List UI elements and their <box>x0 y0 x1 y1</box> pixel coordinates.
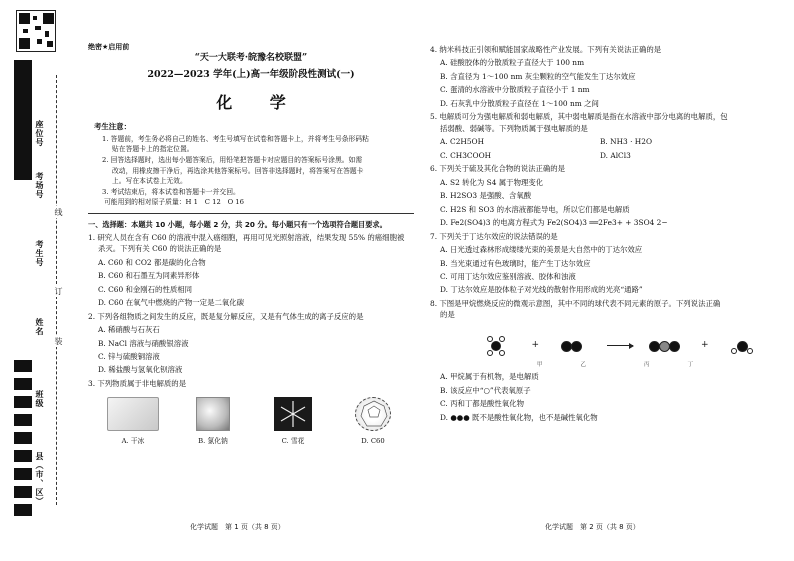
section-heading: 一、选择题：本题共 10 小题，每小题 2 分，共 20 分。每小题只有一个选项符合题目要求。 <box>88 219 387 229</box>
option-d: D. 石灰乳中分散质粒子直径在 1～100 nm 之间 <box>440 98 599 108</box>
question-stem: 5. 电解质可分为强电解质和弱电解质，其中弱电解质是指在水溶液中部分电离的电解质，包 <box>430 112 728 122</box>
question-3 <box>88 378 414 447</box>
reaction-diagram <box>470 331 770 361</box>
option-b: B. C60 和石墨互为同素异形体 <box>98 271 200 281</box>
qr-code <box>16 10 56 52</box>
notice-item: 改动，用橡皮擦干净后，再选涂其他答案标号。回答非选择题时，将答案写在答题卡 <box>112 166 364 175</box>
label-bing: 丙 <box>644 361 650 368</box>
option-d: D. AlCl3 <box>600 150 631 160</box>
barcode-bars <box>14 60 32 530</box>
option-b: B. NaCl 溶液与硝酸银溶液 <box>98 338 189 348</box>
image-caption: C. 雪花 <box>281 437 305 446</box>
option-a: A. 日光透过森林形成缕缕光束的美景是大自然中的丁达尔效应 <box>440 245 643 255</box>
reaction-labels <box>460 361 770 370</box>
field-county: 县（市、区） <box>35 452 44 506</box>
cut-word-pack: 装 <box>54 337 63 345</box>
option-d: D. 丁达尔效应是胶体粒子对光线的散射作用形成的光亮“通路” <box>440 285 643 295</box>
label-yi: 乙 <box>580 361 586 368</box>
option-c: C. 可用丁达尔效应鉴别溶液、胶体和浊液 <box>440 271 576 281</box>
question-stem: 7. 下列关于丁达尔效应的说法错误的是 <box>430 231 558 241</box>
option-c: C. CH3COOH <box>440 150 492 160</box>
option-a: A. C60 和 CO2 都是碳的化合物 <box>98 257 206 267</box>
field-student-id: 考生号 <box>35 240 44 267</box>
notice-block <box>94 121 410 207</box>
field-name: 姓名 <box>35 318 44 336</box>
option-b: B. 该反应中“○”代表氧原子 <box>440 385 531 395</box>
q3-image-options <box>98 397 408 447</box>
notice-item: 贴在答题卡上的指定位置。 <box>112 145 194 154</box>
plus-sign-icon: + <box>531 339 539 350</box>
sodium-chloride-image <box>196 397 230 431</box>
footer-page-right: 化学试题 第 2 页（共 8 页） <box>545 523 640 531</box>
question-stem: 4. 纳米科技正引领和赋能国家战略性产业发展。下列有关说法正确的是 <box>430 45 662 54</box>
question-stem: 3. 下列物质属于非电解质的是 <box>88 378 187 388</box>
notice-item: 3. 考试结束后，将本试卷和答题卡一并交回。 <box>102 187 240 196</box>
option-b: B. 含直径为 1～100 nm 灰尘颗粒的空气能发生丁达尔效应 <box>440 71 636 81</box>
option-d: D. ●●● 既不是酸性氧化物，也不是碱性氧化物 <box>440 412 598 422</box>
option-c: C. 蛋清的水溶液中分散质粒子直径小于 1 nm <box>440 85 590 95</box>
methane-molecule <box>477 334 517 358</box>
image-caption: A. 干冰 <box>121 437 145 446</box>
option-d: D. C60 在氧气中燃烧的产物一定是二氧化碳 <box>98 298 245 308</box>
snowflake-image <box>274 397 312 431</box>
option-c: C. C60 和金刚石的性质相同 <box>98 284 193 294</box>
label-jia: 甲 <box>536 361 543 368</box>
question-stem: 1. 研究人员在含有 C60 的溶液中混入癌细胞，再用可见光照射溶液，结果发现 55% 的癌细胞被 <box>88 232 405 242</box>
field-exam-room: 考场号 <box>35 172 44 199</box>
q3-option-b <box>178 397 248 447</box>
question-4 <box>430 44 770 109</box>
question-stem-cont: 的是 <box>440 310 455 320</box>
c60-molecule-image <box>355 397 391 431</box>
question-8 <box>430 298 770 423</box>
question-stem: 6. 下列关于硫及其化合物的说法正确的是 <box>430 164 566 174</box>
option-b: B. 当光束通过有色玻璃时，能产生丁达尔效应 <box>440 258 591 268</box>
question-1 <box>88 232 414 309</box>
notice-item: 上。写在本试卷上无效。 <box>112 177 187 186</box>
option-c: C. 丙和丁都是酸性氧化物 <box>440 399 524 409</box>
option-b: B. NH3 · H2O <box>600 137 652 147</box>
option-a: A. 硅酸胶体的分散质粒子直径大于 100 nm <box>440 58 585 68</box>
binding-strip <box>0 0 70 561</box>
reaction-arrow-icon <box>607 345 633 346</box>
secret-mark: 绝密★启用前 <box>88 43 130 51</box>
image-caption: D. C60 <box>361 437 385 446</box>
notice-title: 考生注意： <box>94 122 131 132</box>
option-a: A. C2H5OH <box>440 137 485 147</box>
question-stem: 2. 下列各组物质之间发生的反应，既是复分解反应，又是有气体生成的离子反应的是 <box>88 311 364 321</box>
option-c: C. 锌与硫酸铜溶液 <box>98 352 160 362</box>
q3-option-d <box>338 397 408 447</box>
question-stem-cont: 括弱酸、弱碱等。下列物质属于强电解质的是 <box>440 123 588 133</box>
left-column <box>88 38 414 447</box>
option-d: D. Fe2(SO4)3 的电离方程式为 Fe2(SO4)3 ══2Fe3+ + 3SO4 2− <box>440 218 668 228</box>
water-molecule <box>723 334 763 358</box>
q3-option-a <box>98 397 168 447</box>
option-row <box>430 150 770 161</box>
question-2 <box>88 311 414 376</box>
oxygen-molecule <box>553 334 593 358</box>
notice-item: 1. 答题前，考生务必将自己的姓名、考生号填写在试卷和答题卡上，并将考生号条形码粘 <box>102 134 369 143</box>
option-c: C. H2S 和 SO3 的水溶液都能导电，所以它们都是电解质 <box>440 204 630 214</box>
notice-item: 2. 回答选择题时，选出每小题答案后，用铅笔把答题卡对应题目的答案标号涂黑。如需 <box>102 155 363 164</box>
question-7 <box>430 231 770 296</box>
subject-title: 化 学 <box>216 92 302 112</box>
question-5 <box>430 111 770 161</box>
footer-page-left: 化学试题 第 1 页（共 8 页） <box>190 523 285 531</box>
right-column <box>430 42 770 423</box>
exam-title-line2: 2022—2023 学年(上)高一年级阶段性测试(一) <box>147 68 355 80</box>
plus-sign-icon: + <box>701 339 709 350</box>
exam-title-line1: “天一大联考·皖豫名校联盟” <box>194 53 308 63</box>
field-class: 班级 <box>35 390 44 408</box>
option-b: B. H2SO3 是强酸、含氧酸 <box>440 191 532 201</box>
option-row <box>430 136 770 147</box>
label-ding: 丁 <box>687 361 694 368</box>
question-stem-cont: 杀灭。下列有关 C60 的说法正确的是 <box>98 244 222 254</box>
divider <box>88 213 414 214</box>
field-seat-number: 座位号 <box>35 120 44 147</box>
option-a: A. S2 转化为 S4 属于物理变化 <box>440 177 544 187</box>
question-stem: 8. 下图是甲烷燃烧反应的微观示意图，其中不同的球代表不同元素的原子。下列说法正确 <box>430 298 721 308</box>
carbon-dioxide-molecule <box>647 334 687 358</box>
option-a: A. 甲烷属于有机物，是电解质 <box>440 372 539 382</box>
option-d: D. 稀盐酸与氢氧化钡溶液 <box>98 365 183 375</box>
q3-option-c <box>258 397 328 447</box>
cut-word-line: 线 <box>54 208 63 216</box>
dry-ice-image <box>107 397 159 431</box>
notice-item: 可能用到的相对原子质量：H 1 C 12 O 16 <box>104 198 244 207</box>
option-a: A. 稀硝酸与石灰石 <box>98 325 160 335</box>
cut-word-bind: 订 <box>54 287 63 295</box>
image-caption: B. 氯化钠 <box>198 437 228 446</box>
question-6 <box>430 163 770 228</box>
